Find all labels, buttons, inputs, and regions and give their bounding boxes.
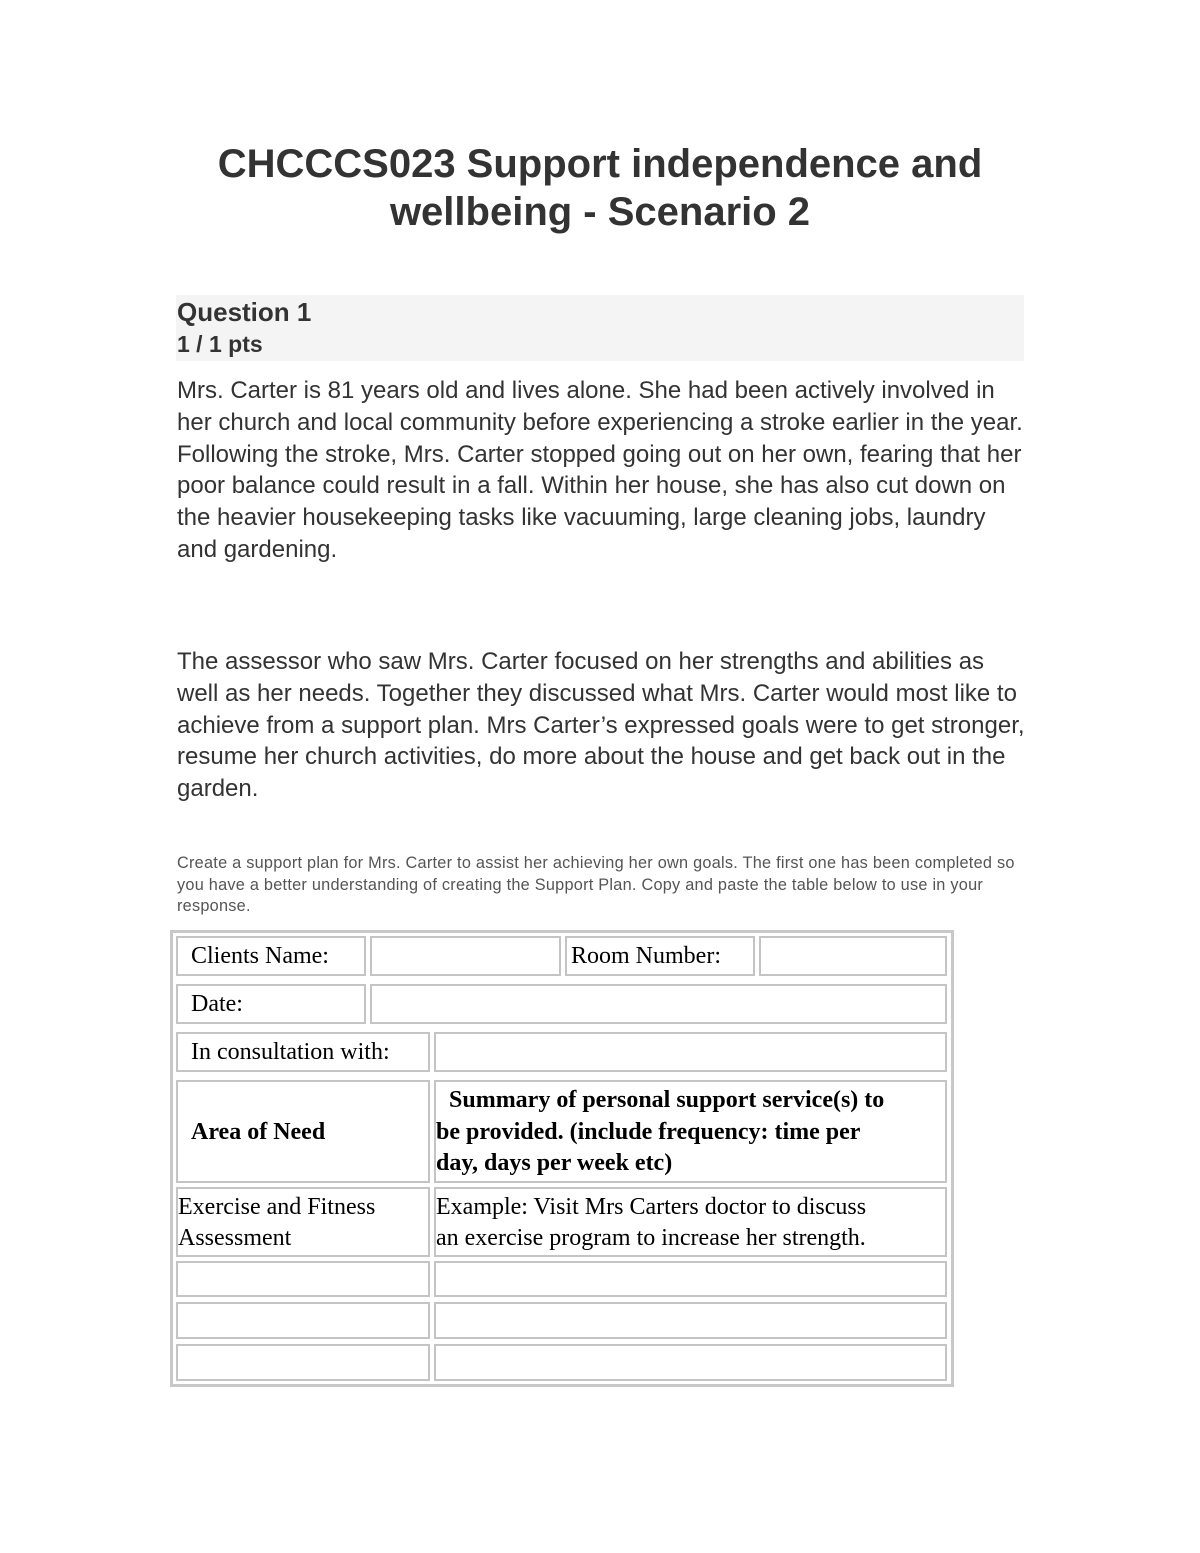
summary-header-line-2: be provided. (include frequency: time per	[436, 1119, 861, 1145]
date-label: Date:	[191, 991, 243, 1017]
summary-header-line-1: Summary of personal support service(s) to	[449, 1087, 885, 1113]
question-title: Question 1	[177, 297, 312, 327]
page-title-line-1: CHCCCS023 Support independence and	[217, 142, 983, 186]
summary-header-line-3: day, days per week etc)	[436, 1150, 673, 1176]
summary-header	[434, 1080, 947, 1183]
client-name-field[interactable]	[370, 936, 561, 976]
example-area-line-2: Assessment	[178, 1225, 292, 1251]
example-area-cell	[176, 1187, 430, 1257]
support-plan-table	[170, 930, 954, 1387]
example-summary-line-1: Example: Visit Mrs Carters doctor to discuss	[436, 1194, 867, 1220]
consultation-label-cell	[176, 1032, 430, 1072]
example-summary-cell	[434, 1187, 947, 1257]
blank-row-2-summary-field[interactable]	[434, 1302, 947, 1339]
blank-row-3-summary-field[interactable]	[434, 1344, 947, 1381]
scenario-paragraph-1: Mrs. Carter is 81 years old and lives alone. She had been actively involved in her church and local community before experiencing a stroke earlier in the year. Following the stroke, Mrs. Carter stopped going out on her own, fearing that her poor balance could result in a fall. Within her house, she has also cut down on the heavier housekeeping tasks like vacuuming, large cleaning jobs, laundry and gardening.	[177, 377, 1023, 563]
example-summary-line-2: an exercise program to increase her strength.	[436, 1225, 866, 1251]
room-number-label: Room Number:	[571, 943, 721, 969]
room-number-field[interactable]	[759, 936, 947, 976]
client-name-label: Clients Name:	[191, 943, 329, 969]
room-number-label-cell	[565, 936, 755, 976]
consultation-field[interactable]	[434, 1032, 947, 1072]
date-field[interactable]	[370, 984, 947, 1024]
scenario-paragraph-2: The assessor who saw Mrs. Carter focused on her strengths and abilities as well as her needs. Together they discussed what Mrs. Carter would most like to achieve from a support plan. Mrs Carter’s expressed goals were to get stronger, resume her church activities, do more about the house and get back out in the garden.	[177, 648, 1025, 803]
blank-row-2-area-field[interactable]	[176, 1302, 430, 1339]
instruction-text: Create a support plan for Mrs. Carter to assist her achieving her own goals. The first one has been completed so you have a better understanding of creating the Support Plan. Copy and paste the table below to use in your response.	[177, 854, 1015, 915]
question-header	[176, 295, 1024, 361]
blank-row-1-area-field[interactable]	[176, 1261, 430, 1297]
blank-row-1-summary-field[interactable]	[434, 1261, 947, 1297]
page-title	[150, 140, 1050, 236]
page-title-line-2: wellbeing - Scenario 2	[389, 190, 811, 234]
blank-row-3-area-field[interactable]	[176, 1344, 430, 1381]
client-name-label-cell	[176, 936, 366, 976]
date-label-cell	[176, 984, 366, 1024]
area-of-need-header-text: Area of Need	[191, 1119, 326, 1145]
example-area-line-1: Exercise and Fitness	[178, 1194, 376, 1220]
question-points: 1 / 1 pts	[177, 331, 263, 357]
area-of-need-header	[176, 1080, 430, 1183]
consultation-label: In consultation with:	[191, 1039, 390, 1065]
